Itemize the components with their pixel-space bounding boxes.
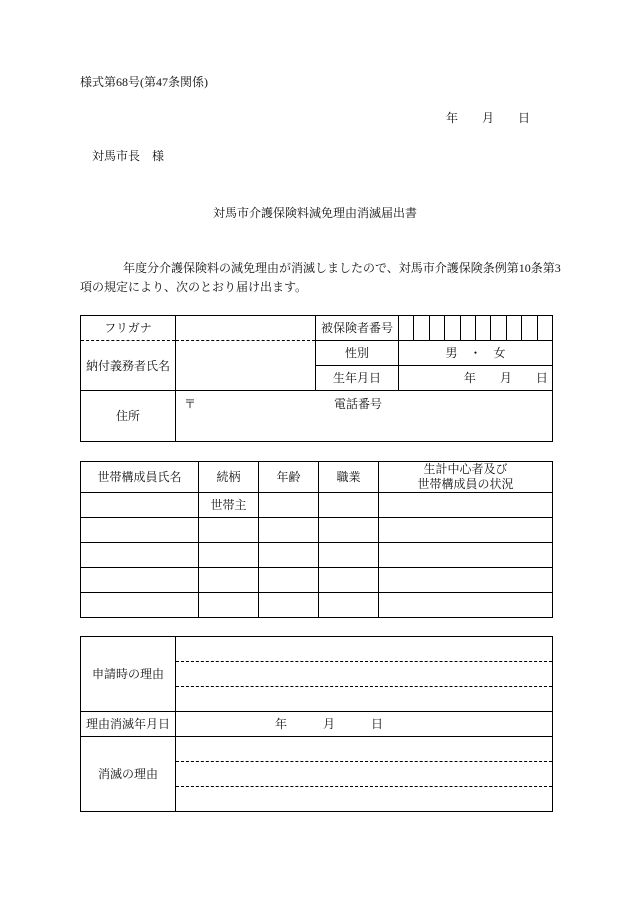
- body-text-line-1: 年度分介護保険料の減免理由が消滅しましたので、対馬市介護保険条例第10条第3: [123, 261, 561, 275]
- insured-number-label: 被保険者番号: [316, 316, 399, 341]
- insured-number-digit-box[interactable]: [399, 316, 414, 341]
- table-row: [81, 568, 553, 593]
- extinction-date-label: 理由消滅年月日: [81, 712, 176, 737]
- household-status-cell[interactable]: [379, 543, 553, 568]
- submission-date: 年 月 日: [446, 111, 531, 125]
- household-status-cell[interactable]: [379, 568, 553, 593]
- occupation-cell[interactable]: [319, 493, 379, 518]
- household-status-cell[interactable]: [379, 493, 553, 518]
- member-name-cell[interactable]: [81, 518, 199, 543]
- phone-label: 電話番号: [334, 397, 383, 411]
- extinction-reason-line[interactable]: [176, 787, 553, 812]
- payer-name-label: 納付義務者氏名: [81, 341, 176, 391]
- table-row: [81, 493, 553, 518]
- member-name-cell[interactable]: [81, 493, 199, 518]
- birthdate-field[interactable]: 年 月 日: [399, 366, 553, 391]
- occupation-cell[interactable]: [319, 518, 379, 543]
- addressee: 対馬市長 様: [92, 149, 165, 163]
- occupation-cell[interactable]: [319, 593, 379, 618]
- furigana-field[interactable]: [176, 316, 316, 341]
- extinction-reason-label: 消滅の理由: [81, 737, 176, 812]
- body-text-line-2: 項の規定により、次のとおり届け出ます。: [80, 280, 308, 294]
- application-reason-label: 申請時の理由: [81, 637, 176, 712]
- relationship-cell[interactable]: [199, 543, 259, 568]
- extinction-date-field[interactable]: 年 月 日: [176, 712, 553, 737]
- extinction-reason-line[interactable]: [176, 762, 553, 787]
- occupation-cell[interactable]: [319, 543, 379, 568]
- age-cell[interactable]: [259, 568, 319, 593]
- member-name-cell[interactable]: [81, 543, 199, 568]
- insured-number-digit-box[interactable]: [414, 316, 429, 341]
- gender-label: 性別: [316, 341, 399, 366]
- payer-name-field[interactable]: [176, 341, 316, 391]
- member-name-cell[interactable]: [81, 568, 199, 593]
- age-cell[interactable]: [259, 543, 319, 568]
- relationship-cell[interactable]: [199, 568, 259, 593]
- household-status-header-line-1: 生計中心者及び: [423, 462, 508, 476]
- furigana-label: フリガナ: [81, 316, 176, 341]
- relationship-cell[interactable]: [199, 518, 259, 543]
- household-status-header-line-2: 世帯構成員の状況: [417, 477, 514, 491]
- relationship-header: 続柄: [199, 462, 259, 493]
- member-name-cell[interactable]: [81, 593, 199, 618]
- insured-number-digit-box[interactable]: [506, 316, 521, 341]
- member-name-header: 世帯構成員氏名: [81, 462, 199, 493]
- address-field[interactable]: [176, 391, 553, 442]
- age-cell[interactable]: [259, 518, 319, 543]
- insured-number-digit-box[interactable]: [475, 316, 490, 341]
- reason-table: [80, 636, 553, 812]
- insured-number-digit-box[interactable]: [460, 316, 475, 341]
- birthdate-label: 生年月日: [316, 366, 399, 391]
- applicant-info-table: [80, 315, 553, 442]
- application-reason-line[interactable]: [176, 687, 553, 712]
- table-row: [81, 543, 553, 568]
- insured-number-digit-box[interactable]: [445, 316, 460, 341]
- insured-number-digit-box[interactable]: [429, 316, 444, 341]
- address-label: 住所: [81, 391, 176, 442]
- age-header: 年齢: [259, 462, 319, 493]
- application-reason-line[interactable]: [176, 662, 553, 687]
- application-reason-line[interactable]: [176, 637, 553, 662]
- relationship-cell: 世帯主: [199, 493, 259, 518]
- household-table: [80, 461, 553, 618]
- table-row: [81, 593, 553, 618]
- household-status-cell[interactable]: [379, 593, 553, 618]
- extinction-reason-line[interactable]: [176, 737, 553, 762]
- household-status-header: [379, 462, 553, 493]
- relationship-cell[interactable]: [199, 593, 259, 618]
- insured-number-digit-box[interactable]: [522, 316, 537, 341]
- table-row: [81, 518, 553, 543]
- form-number: 様式第68号(第47条関係): [80, 75, 208, 89]
- age-cell[interactable]: [259, 493, 319, 518]
- postal-mark: 〒: [184, 397, 197, 411]
- occupation-header: 職業: [319, 462, 379, 493]
- document-title: 対馬市介護保険料減免理由消滅届出書: [212, 206, 417, 220]
- age-cell[interactable]: [259, 593, 319, 618]
- gender-options[interactable]: 男 ・ 女: [399, 341, 553, 366]
- occupation-cell[interactable]: [319, 568, 379, 593]
- insured-number-digit-box[interactable]: [491, 316, 506, 341]
- household-status-cell[interactable]: [379, 518, 553, 543]
- insured-number-digit-box[interactable]: [537, 316, 552, 341]
